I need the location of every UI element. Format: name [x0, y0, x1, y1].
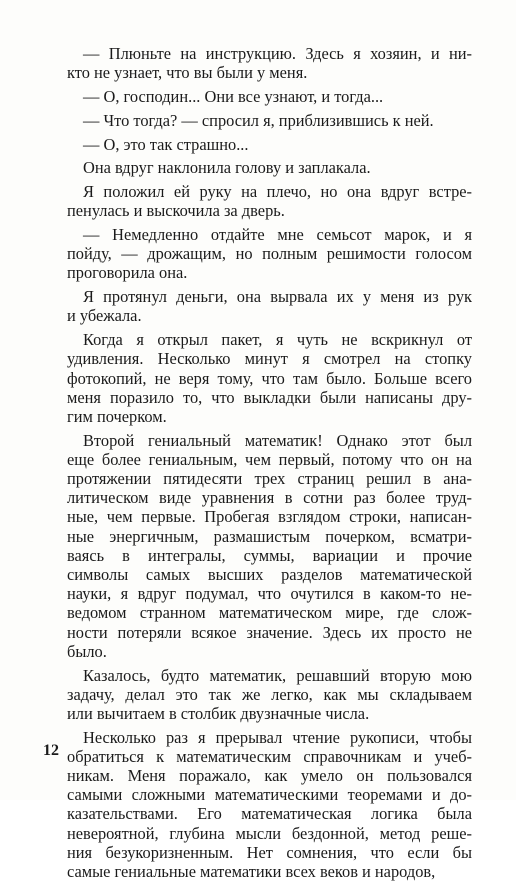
paragraph	[67, 87, 472, 106]
text-line: ные, чем первые. Пробегая взглядом строки, написан-	[67, 507, 472, 527]
text-line: пенулась и выскочила за дверь.	[67, 201, 285, 221]
text-line: литическом виде уравнения в сотни раз более труд-	[67, 488, 472, 508]
text-line: пойду, — дрожащим, но полным решимости голосом	[67, 244, 472, 264]
text-line: кто не узнает, что вы были у меня.	[67, 63, 308, 83]
paragraph	[67, 287, 472, 325]
text-line: Когда я открыл пакет, я чуть не вскрикнул от	[83, 330, 472, 350]
text-line: еще более гениальным, чем первый, потому что он на	[67, 449, 472, 469]
page-text	[67, 44, 472, 881]
text-line: науки, я вдруг подумал, что очутился в каком-то не-	[67, 584, 472, 604]
paragraph	[67, 225, 472, 283]
text-line: ности потеряли всякое значение. Здесь их просто не	[67, 622, 472, 642]
text-line: — Плюньте на инструкцию. Здесь я хозяин, и ни-	[83, 44, 472, 63]
text-line: никам. Меня поражало, как умело он пользовался	[67, 766, 472, 786]
text-line: или вычитаем в столбик двузначные числа.	[67, 703, 370, 723]
text-line: ные энергичным, размашистым почерком, всматри-	[67, 526, 472, 546]
text-line: ваясь в интегралы, суммы, вариации и прочие	[67, 545, 472, 565]
text-line: обратиться к математическим справочникам и учеб-	[67, 746, 472, 766]
text-line: было.	[67, 641, 107, 661]
paragraph	[67, 135, 472, 154]
text-line: Я положил ей руку на плечо, но она вдруг встре-	[83, 182, 472, 202]
text-line: ведомом странном математическом мире, где слож-	[67, 603, 472, 623]
paragraph	[67, 182, 472, 220]
text-line: самыми сложными математическими теоремами и до-	[67, 785, 472, 805]
text-line: проговорила она.	[67, 263, 188, 283]
text-line: Казалось, будто математик, решавший вторую мою	[83, 665, 472, 685]
text-line: самые гениальные математики всех веков и народов,	[67, 862, 436, 881]
paragraph	[67, 158, 472, 177]
text-line: Она вдруг наклонила голову и заплакала.	[83, 158, 371, 178]
page-number: 12	[43, 742, 59, 759]
paragraph	[67, 44, 472, 82]
text-line: меня поразило то, что выкладки были написаны дру-	[67, 387, 472, 407]
paragraph	[67, 666, 472, 724]
text-line: — Немедленно отдайте мне семьсот марок, и я	[83, 225, 472, 245]
text-line: и убежала.	[67, 306, 142, 326]
text-line: — Что тогда? — спросил я, приблизившись к ней.	[83, 110, 434, 130]
text-line: гим почерком.	[67, 406, 167, 426]
text-line: Я протянул деньги, она вырвала их у меня из рук	[83, 287, 472, 307]
text-line: протяжении пятидесяти трех страниц решил в ана-	[67, 469, 472, 489]
text-line: невероятной, глубина мысли бездонной, метод реше-	[67, 823, 472, 843]
text-line: — О, господин... Они все узнают, и тогда...	[83, 86, 384, 106]
text-line: Второй гениальный математик! Однако этот был	[83, 430, 472, 450]
paragraph	[67, 431, 472, 661]
paragraph	[67, 330, 472, 426]
text-line: Несколько раз я прерывал чтение рукописи, чтобы	[83, 727, 472, 747]
text-line: задачу, делал это так же легко, как мы складываем	[67, 684, 472, 704]
paragraph	[67, 111, 472, 130]
paragraph	[67, 728, 472, 881]
text-line: казательствами. Его математическая логика была	[67, 804, 472, 824]
text-line: ния безукоризненным. Нет сомнения, что если бы	[67, 842, 472, 862]
text-line: символы самых высших разделов математической	[67, 565, 472, 585]
text-line: фотокопий, не веря тому, что там было. Больше всего	[67, 368, 472, 388]
text-line: — О, это так страшно...	[83, 134, 249, 154]
text-line: удивления. Несколько минут я смотрел на стопку	[67, 349, 472, 369]
